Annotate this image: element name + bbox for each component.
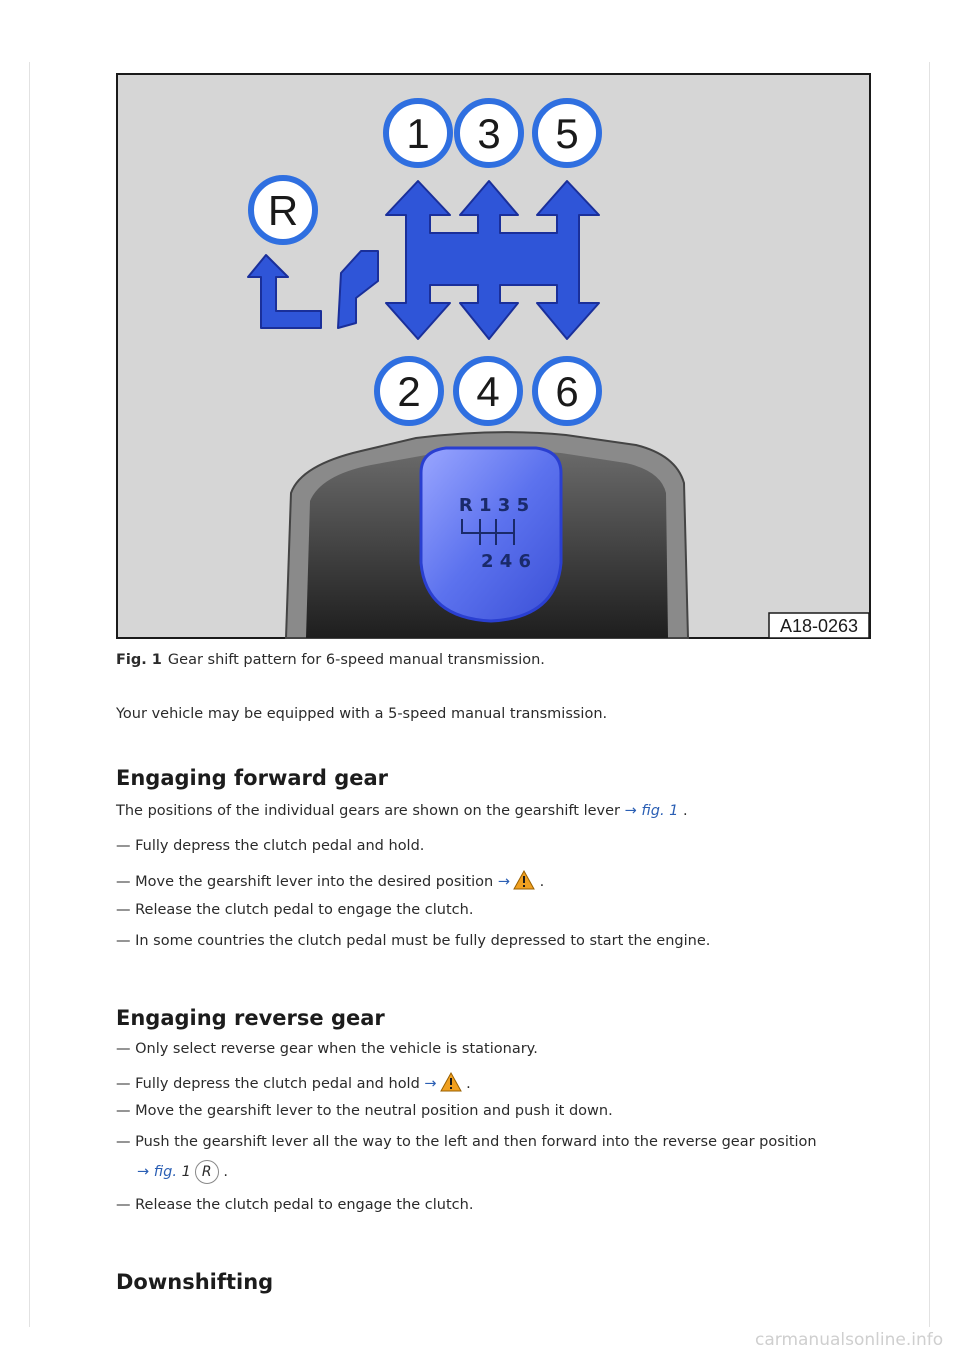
reverse-step-5: — Release the clutch pedal to engage the clutch. [116,1197,474,1213]
svg-text:1: 1 [406,110,430,157]
heading-reverse-gear: Engaging reverse gear [116,1006,385,1030]
ref-arrow-icon: → [137,1164,150,1180]
forward-step-1: — Fully depress the clutch pedal and hold. [116,838,425,854]
ref-arrow-icon: → [424,1076,437,1092]
ref-arrow-icon: → [497,874,510,890]
gear-circle-2 [377,359,441,423]
forward-step-2: — Move the gearshift lever into the desired position → . [116,870,544,894]
reverse-step-4: — Push the gearshift lever all the way to the left and then forward into the reverse gear position [116,1134,817,1150]
svg-text:3: 3 [477,110,501,157]
reverse-step-3: — Move the gearshift lever to the neutral position and push it down. [116,1103,613,1119]
forward-intro: The positions of the individual gears are shown on the gearshift lever → fig. 1 . [116,803,688,819]
gear-circle-4 [456,359,520,423]
watermark: carmanualsonline.info [755,1330,944,1350]
caption-text: Gear shift pattern for 6-speed manual transmission. [167,652,545,668]
fig-1-link[interactable]: fig. 1 [641,803,679,819]
forward-step-4: — In some countries the clutch pedal must be fully depressed to start the engine. [116,933,711,949]
svg-text:2: 2 [397,368,421,415]
gear-circle-6 [535,359,599,423]
figure-caption [116,652,545,668]
heading-downshifting: Downshifting [116,1270,274,1294]
svg-text:R: R [267,187,299,234]
fig-1-link[interactable]: fig. [153,1164,177,1180]
caption-label: Fig. 1 [116,652,162,668]
gear-circle-r [251,178,315,242]
warning-icon[interactable] [440,1072,462,1096]
svg-text:4: 4 [476,368,500,415]
page-right-rule [929,62,930,1327]
reverse-gear-badge: R [195,1160,219,1184]
figure-code-label [769,613,869,638]
svg-text:6: 6 [555,368,579,415]
forward-step-3: — Release the clutch pedal to engage the clutch. [116,902,474,918]
page-left-rule [29,62,30,1327]
gear-knob [421,448,561,621]
knob-top-label: R 1 3 5 [458,495,530,516]
reverse-step-4-ref: → fig. 1 R . [137,1160,228,1184]
intro-paragraph: Your vehicle may be equipped with a 5-speed manual transmission. [116,706,608,722]
warning-icon[interactable] [513,870,535,894]
svg-text:A18-0263: A18-0263 [779,616,859,636]
reverse-step-1: — Only select reverse gear when the vehicle is stationary. [116,1041,538,1057]
gear-circle-1 [386,101,450,165]
gear-circle-5 [535,101,599,165]
knob-bottom-label: 2 4 6 [480,551,532,572]
gear-shift-figure [116,73,871,639]
reverse-step-2: — Fully depress the clutch pedal and hold → . [116,1072,471,1096]
ref-arrow-icon: → [624,803,637,819]
svg-text:5: 5 [555,110,579,157]
gear-circle-3 [457,101,521,165]
heading-forward-gear: Engaging forward gear [116,766,389,790]
